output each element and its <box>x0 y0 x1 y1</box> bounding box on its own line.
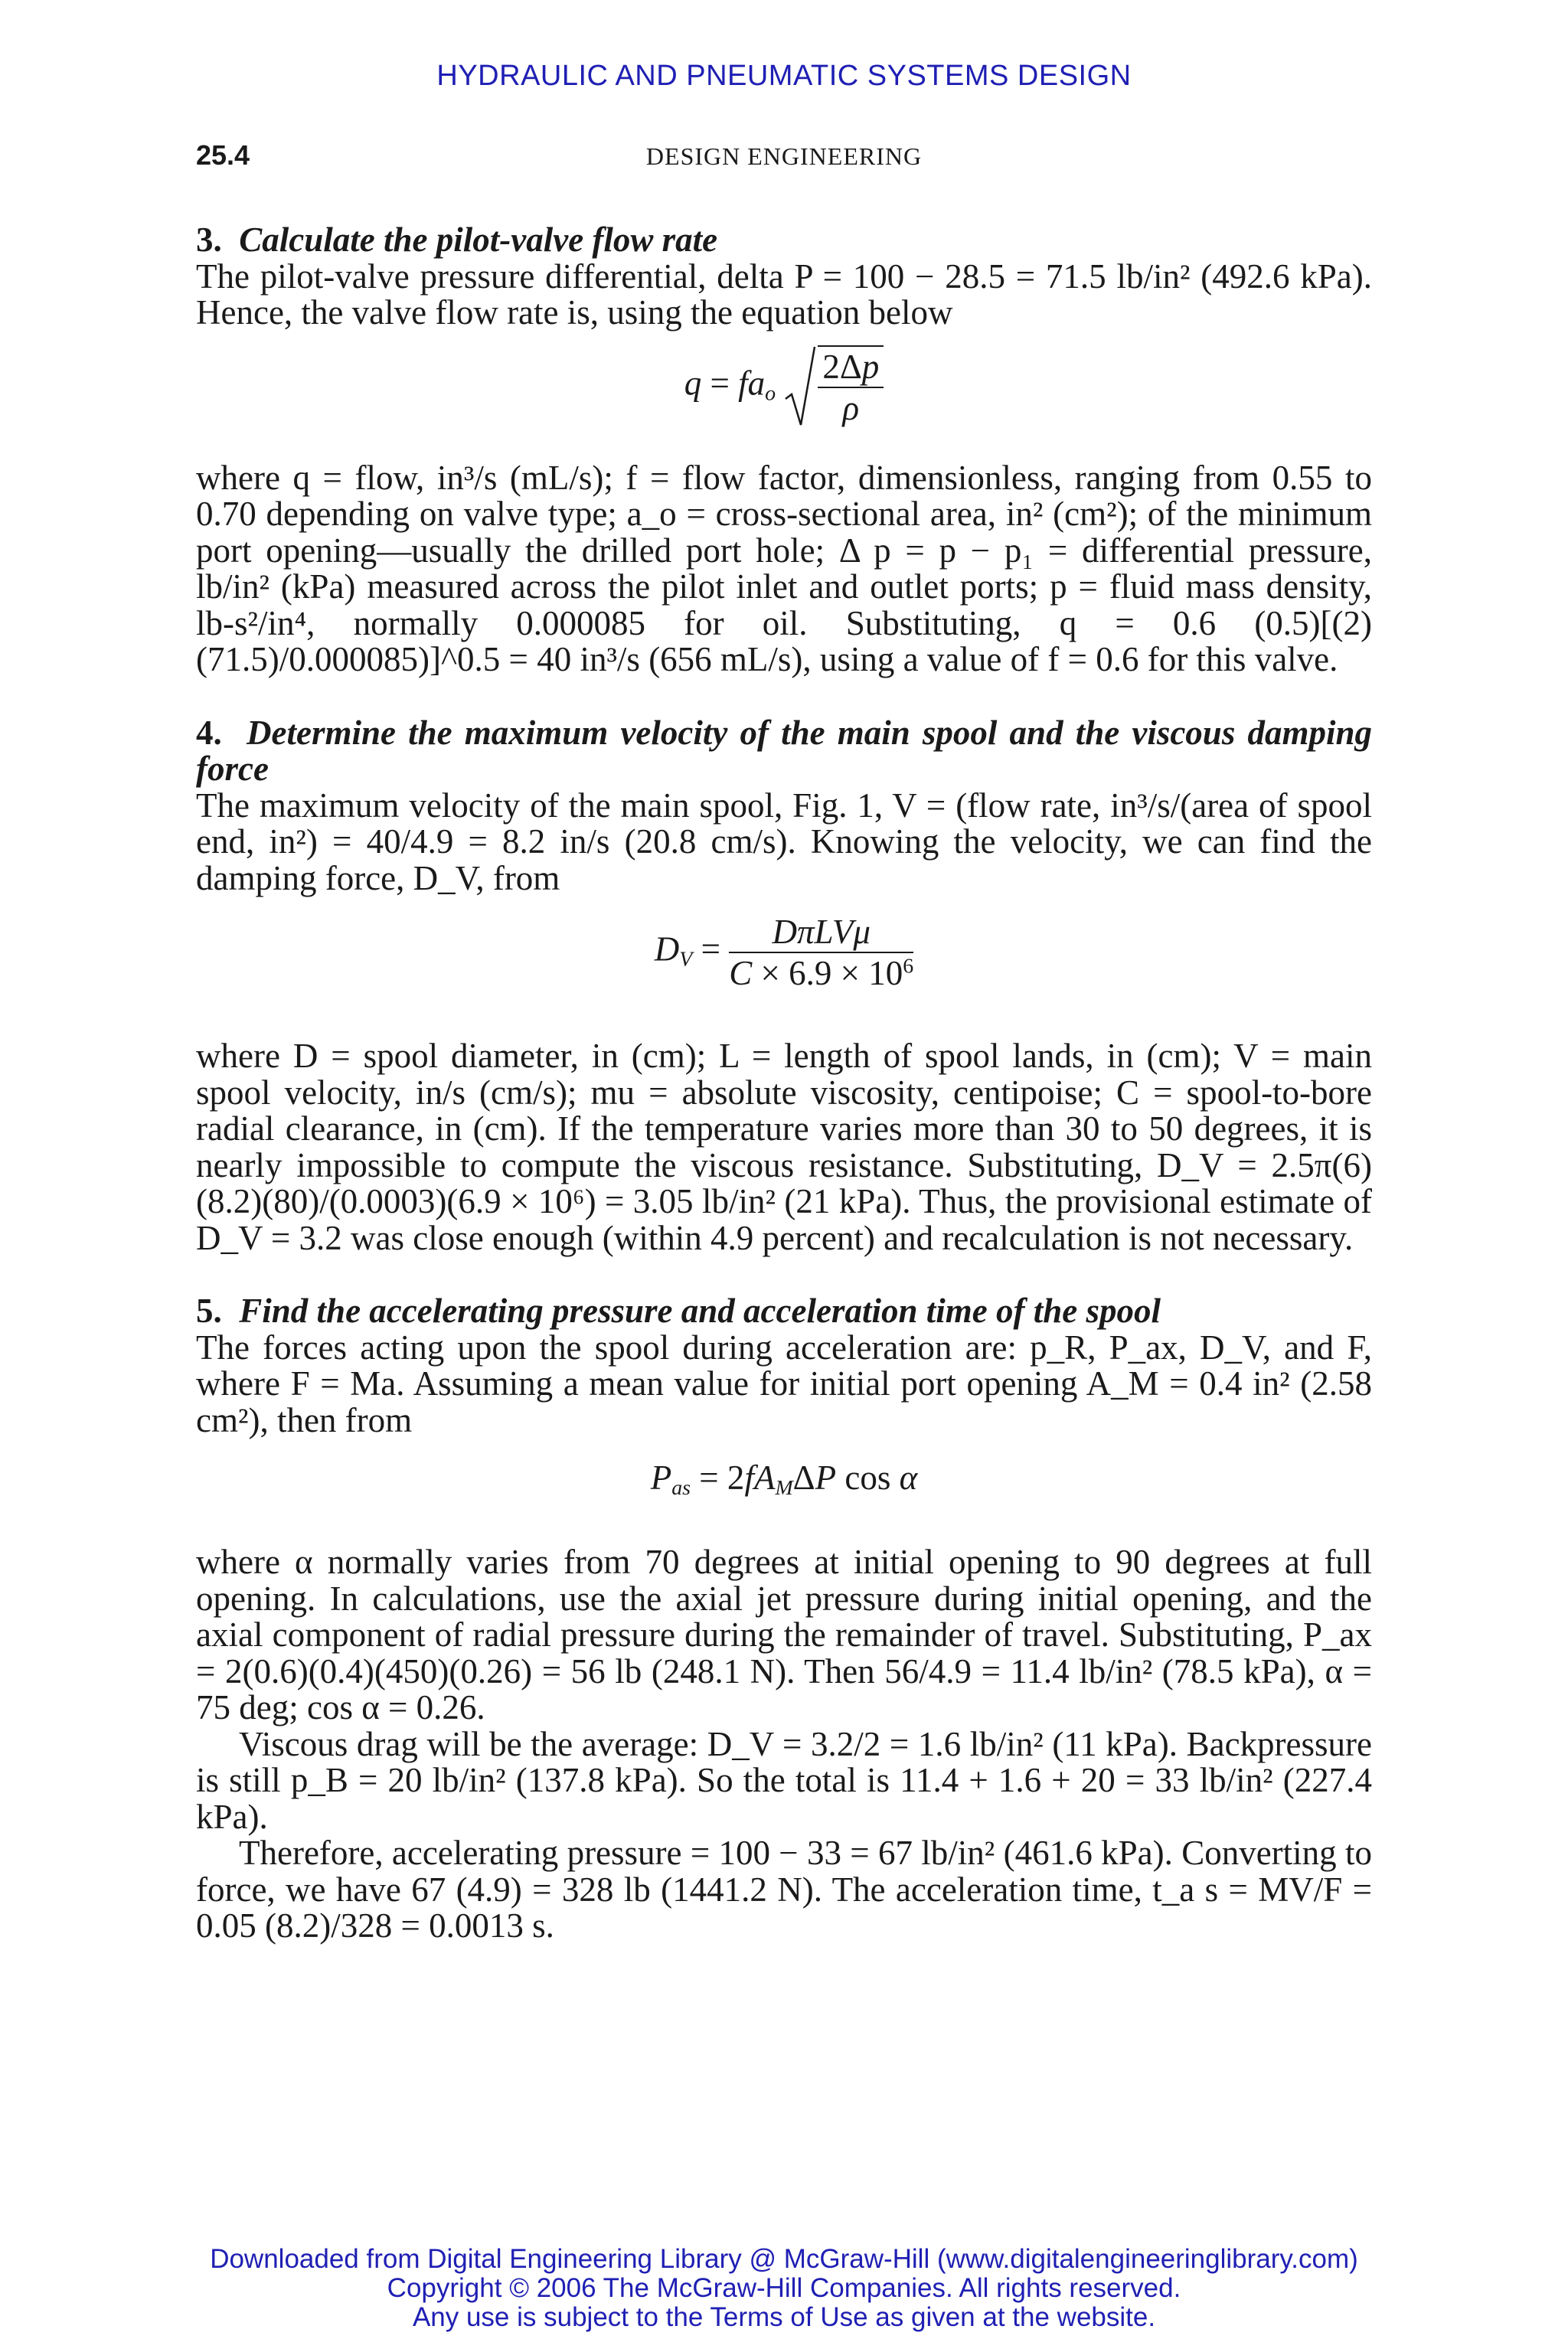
step5-where: where α normally varies from 70 degrees at initial opening to 90 degrees at full opening. In calculations, use the axial jet pressure during initial opening, and the axial component of radial pressure during the remainder of travel. Substituting, P_ax = 2(0.6)(0.4)(450)(0.26) = 56 lb (248.1 N). Then 56/4.9 = 11.4 lb/in² (78.5 kPa), α = 75 deg; cos α = 0.26. <box>196 1543 1372 1726</box>
section-step3 <box>196 222 1372 678</box>
radical-sign-icon <box>784 345 818 428</box>
step3-number: 3. <box>196 220 222 259</box>
step3-equation: $q = fa_o$ $\frac{2\Delta p}{\rho}$ <box>196 332 1372 460</box>
step4-number: 4. <box>196 713 222 752</box>
step5-intro: The forces acting upon the spool during acceleration are: p_R, P_ax, D_V, and F, where F = Ma. Assuming a mean value for initial port opening A_M = 0.4 in² (2.58 cm²), then from <box>196 1328 1372 1439</box>
page-number: 25.4 <box>196 139 250 171</box>
sqrt-radical: $\frac{2\Delta p}{\rho}$ <box>784 345 884 428</box>
step3-where: where q = flow, in³/s (mL/s); f = flow factor, dimensionless, ranging from 0.55 to 0.70 depending on valve type; a_o = cross-sectional area, in² (cm²); of the minimum port opening—usually the drilled port hole; Δ p = p − p₁ = differential pressure, lb/in² (kPa) measured across the pilot inlet and outlet ports; p = fluid mass density, lb-s²/in⁴, normally 0.000085 for oil. Substituting, q = 0.6 (0.5)[(2)(71.5)/0.000085)]^0.5 = 40 in³/s (656 mL/s), using a value of f = 0.6 for this valve. <box>196 458 1372 678</box>
step5-heading <box>196 1293 1372 1330</box>
footer-copyright-line: Copyright © 2006 The McGraw-Hill Companies. All rights reserved. <box>387 2273 1181 2303</box>
step5-heading-text: Find the accelerating pressure and acceleration time of the spool <box>239 1292 1161 1330</box>
step5-paragraph-2: Viscous drag will be the average: D_V = 3.2/2 = 1.6 lb/in² (11 kPa). Backpressure is still p_B = 20 lb/in² (137.8 kPa). So the total is 11.4 + 1.6 + 20 = 33 lb/in² (227.4 kPa). <box>196 1724 1372 1836</box>
step3-heading <box>196 222 1372 259</box>
page-body <box>196 222 1372 1945</box>
step5-equation: $P_{as} = 2fA_M\Delta P$ cos α <box>650 1459 918 1500</box>
running-head <box>196 139 1372 178</box>
running-head-title: DESIGN ENGINEERING <box>645 142 923 170</box>
step5-number: 5. <box>196 1292 222 1330</box>
section-step4 <box>196 715 1372 1257</box>
step4-equation: $D_V$ = $\frac{\text{DπLVμ}}{C \times 6.9 \times 10^6}$ <box>654 913 914 992</box>
step5-paragraph-3: Therefore, accelerating pressure = 100 − 33 = 67 lb/in² (461.6 kPa). Converting to force, we have 67 (4.9) = 328 lb (1441.2 N). The acceleration time, t_a s = MV/F = 0.05 (8.2)/328 = 0.0013 s. <box>196 1834 1372 1945</box>
step4-heading-text: Determine the maximum velocity of the main spool and the viscous damping force <box>196 713 1373 788</box>
step3-intro: The pilot-valve pressure differential, delta P = 100 − 28.5 = 71.5 lb/in² (492.6 kPa). Hence, the valve flow rate is, using the equation below <box>196 256 1372 332</box>
footer-terms-line: Any use is subject to the Terms of Use as given at the website. <box>412 2302 1156 2332</box>
section-step5 <box>196 1293 1372 1945</box>
step4-intro: The maximum velocity of the main spool, Fig. 1, V = (flow rate, in³/s/(area of spool end, in²) = 40/4.9 = 8.2 in/s (20.8 cm/s). Knowing the velocity, we can find the damping force, D_V, from <box>196 786 1372 897</box>
footer-download-line[interactable]: Downloaded from Digital Engineering Library @ McGraw-Hill (www.digitalengineeringlibrary.com) <box>210 2244 1358 2274</box>
book-banner: HYDRAULIC AND PNEUMATIC SYSTEMS DESIGN <box>436 60 1132 92</box>
step4-where: where D = spool diameter, in (cm); L = length of spool lands, in (cm); V = main spool velocity, in/s (cm/s); mu = absolute viscosity, centipoise; C = spool-to-bore radial clearance, in (cm). If the temperature varies more than 30 to 50 degrees, it is nearly impossible to compute the viscous resistance. Substituting, D_V = 2.5π(6)(8.2)(80)/(0.0003)(6.9 × 10⁶) = 3.05 lb/in² (21 kPa). Thus, the provisional estimate of D_V = 3.2 was close enough (within 4.9 percent) and recalculation is not necessary. <box>196 1037 1372 1257</box>
step4-heading <box>196 715 1372 788</box>
step3-heading-text: Calculate the pilot-valve flow rate <box>239 220 718 259</box>
